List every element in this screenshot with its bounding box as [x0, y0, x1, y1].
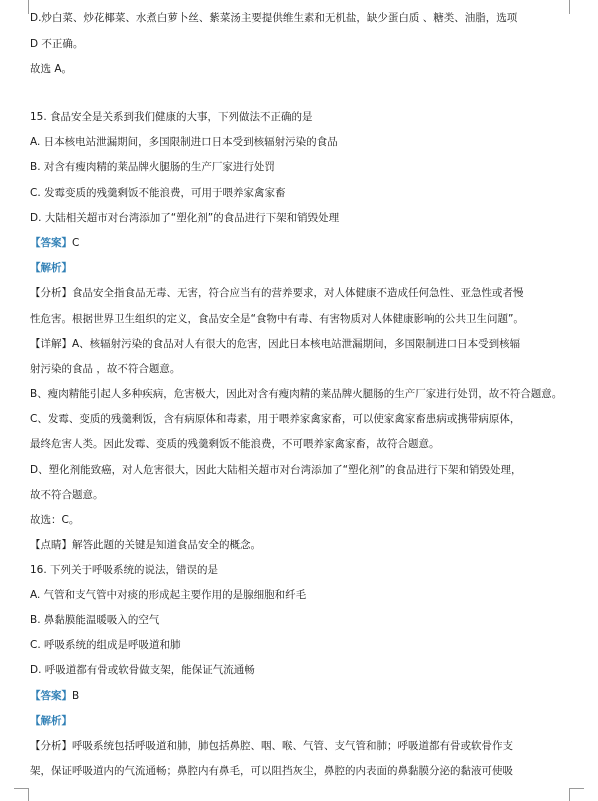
xiangjie-15-line7: 故不符合题意。 [30, 489, 104, 501]
question-15-option-b: B. 对含有瘦肉精的莱品牌火腿肠的生产厂家进行处罚 [30, 161, 275, 173]
crop-mark-top-right [569, 0, 584, 14]
crop-mark-top-left [14, 0, 29, 14]
xiangjie-15-line6: D、塑化剂能致癌，对人危害很大，因此大陆相关超市对台湾添加了“塑化剂”的食品进行下架和销毁处理， [30, 464, 522, 476]
question-15-option-a: A. 日本核电站泄漏期间，多国限制进口日本受到核辐射污染的食品 [30, 136, 338, 148]
fenxi-15-line2: 性危害。根据世界卫生组织的定义，食品安全是“食物中有毒、有害物质对人体健康影响的公共卫生问题”。 [30, 313, 524, 325]
text-line: D.炒白菜、炒花椰菜、水煮白萝卜丝、紫菜汤主要提供维生素和无机盐，缺少蛋白质 、糖类、油脂，选项 [30, 12, 518, 24]
question-15-stem: 15. 食品安全是关系到我们健康的大事，下列做法不正确的是 [30, 111, 313, 123]
analysis-16-tag [30, 714, 570, 728]
analysis-tag: 【解析】 [30, 262, 72, 274]
text-line: D 不正确。 [30, 38, 84, 50]
dianjing-15: 【点睛】解答此题的关键是知道食品安全的概念。 [30, 539, 261, 551]
xiangjie-15-line1: 【详解】A、核辐射污染的食品对人有很大的危害，因此日本核电站泄漏期间，多国限制进口日本受到核辐 [30, 338, 521, 350]
conclusion-15: 故选：C。 [30, 514, 80, 526]
answer-16 [30, 689, 570, 703]
analysis-15-tag [30, 261, 570, 275]
fenxi-15-line1: 【分析】食品安全指食品无毒、无害，符合应当有的营养要求，对人体健康不造成任何急性、亚急性或者慢 [30, 287, 524, 299]
question-16-option-d: D. 呼吸道都有骨或软骨做支架，能保证气流通畅 [30, 664, 255, 676]
xiangjie-15-line3: B、瘦肉精能引起人多种疾病，危害极大，因此对含有瘦肉精的莱品牌火腿肠的生产厂家进行处罚，故不符合题意。 [30, 388, 563, 400]
answer-value: C [72, 237, 80, 249]
question-16-option-b: B. 鼻黏膜能温暖吸入的空气 [30, 614, 160, 626]
answer-tag: 【答案】 [30, 237, 72, 249]
xiangjie-15-line4: C、发霉、变质的残羹剩饭，含有病原体和毒素，用于喂养家禽家畜，可以使家禽家畜患病或携带病原体， [30, 413, 521, 425]
answer-15 [30, 236, 570, 250]
question-15-option-c: C. 发霉变质的残羹剩饭不能浪费，可用于喂养家禽家畜 [30, 187, 286, 199]
question-16-option-a: A. 气管和支气管中对痰的形成起主要作用的是腺细胞和纤毛 [30, 589, 307, 601]
crop-mark-bottom-left [14, 788, 29, 801]
text-line: 故选 A。 [30, 63, 73, 75]
question-16-stem: 16. 下列关于呼吸系统的说法，错误的是 [30, 564, 219, 576]
crop-mark-bottom-right [569, 788, 584, 801]
xiangjie-15-line2: 射污染的食品 ，故不符合题意。 [30, 363, 181, 375]
xiangjie-15-line5: 最终危害人类。因此发霉、变质的残羹剩饭不能浪费，不可喂养家禽家畜，故符合题意。 [30, 438, 440, 450]
answer-tag: 【答案】 [30, 690, 72, 702]
question-16-option-c: C. 呼吸系统的组成是呼吸道和肺 [30, 639, 181, 651]
analysis-tag: 【解析】 [30, 715, 72, 727]
fenxi-16-line2: 架，保证呼吸道内的气流通畅；鼻腔内有鼻毛，可以阻挡灰尘，鼻腔的内表面的鼻黏膜分泌的黏液可使吸 [30, 765, 513, 777]
fenxi-16-line1: 【分析】呼吸系统包括呼吸道和肺，肺包括鼻腔、咽、喉、气管、支气管和肺；呼吸道都有骨或软骨作支 [30, 740, 513, 752]
question-15-option-d: D. 大陆相关超市对台湾添加了“塑化剂”的食品进行下架和销毁处理 [30, 212, 340, 224]
answer-value: B [72, 690, 80, 702]
